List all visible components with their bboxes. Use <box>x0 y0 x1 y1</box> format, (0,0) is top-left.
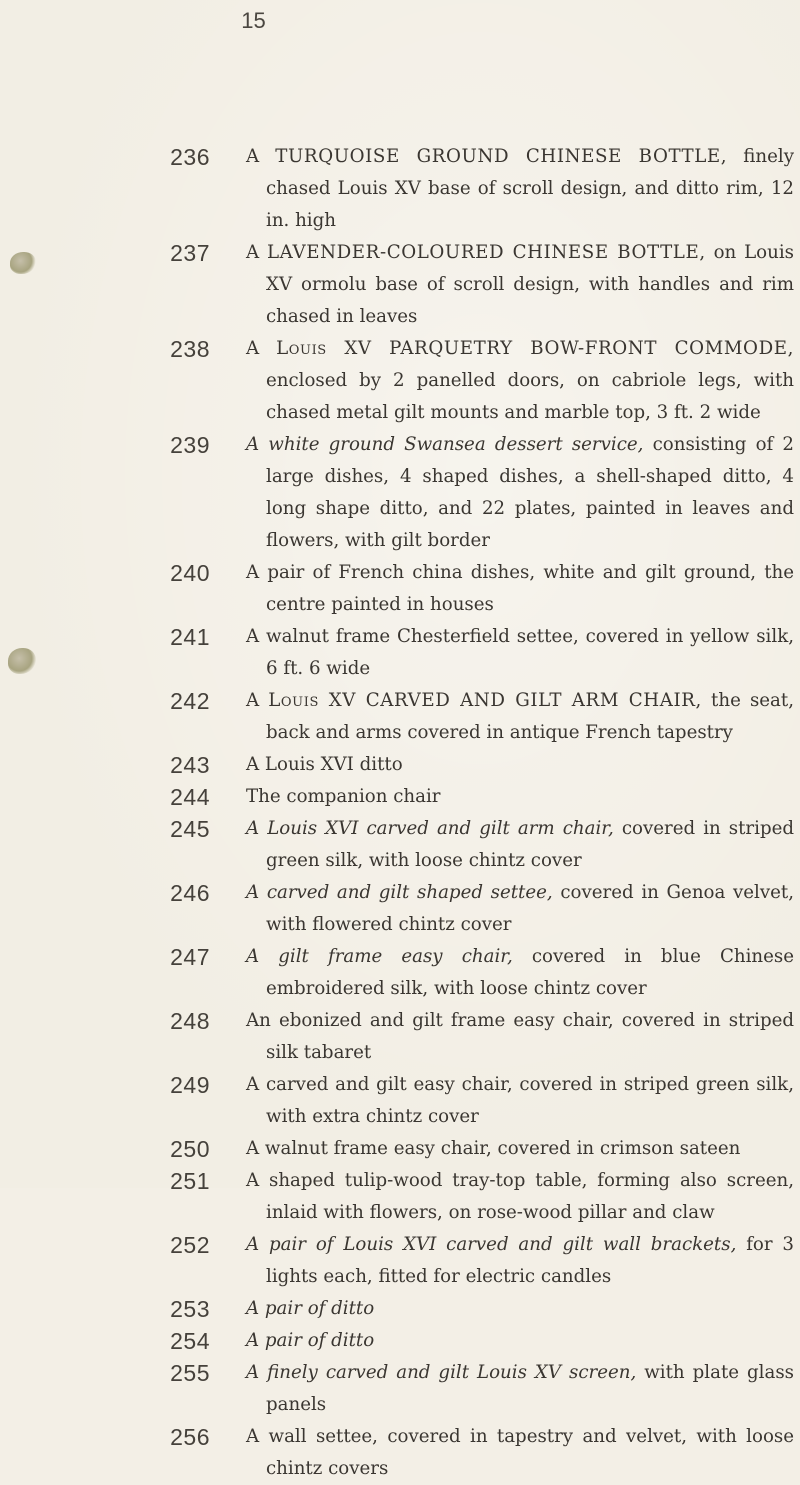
lot-entry <box>0 1229 800 1293</box>
lot-description-segment: A <box>246 690 269 711</box>
lot-description <box>246 1229 794 1293</box>
lot-number: 247 <box>170 944 210 970</box>
lot-description <box>246 1165 794 1229</box>
lot-number: 252 <box>170 1232 210 1258</box>
lot-entry <box>0 813 800 877</box>
lot-number: 238 <box>170 336 210 362</box>
lot-entry <box>0 1357 800 1421</box>
lot-description <box>246 557 794 621</box>
lot-number: 253 <box>170 1296 210 1322</box>
lot-description <box>246 1293 794 1325</box>
lot-description-segment: with plate glass panels <box>266 1362 794 1415</box>
lot-description-segment: A walnut frame Chesterfield settee, covered in yellow silk, 6 ft. 6 wide <box>246 626 794 679</box>
lot-number: 244 <box>170 784 210 810</box>
lot-number: 251 <box>170 1168 210 1194</box>
lot-description-segment: An ebonized and gilt frame easy chair, covered in striped silk tabaret <box>246 1010 794 1063</box>
lot-description-segment: enclosed by 2 panelled doors, on cabriole legs, with chased metal gilt mounts and marble top, 3 ft. 2 wide <box>266 370 794 423</box>
lot-description <box>246 429 794 557</box>
lot-number: 254 <box>170 1328 210 1354</box>
lot-description-segment: A carved and gilt easy chair, covered in striped green silk, with extra chintz cover <box>246 1074 794 1127</box>
lot-description <box>246 621 794 685</box>
lot-number: 245 <box>170 816 210 842</box>
lot-description <box>246 237 794 333</box>
lot-number: 246 <box>170 880 210 906</box>
lot-description-segment: A <box>246 338 277 359</box>
lot-description-segment: covered in striped green silk, with loose chintz cover <box>266 818 794 871</box>
lot-description-segment: The companion chair <box>246 786 441 807</box>
lot-description <box>246 813 794 877</box>
lot-description-segment: A carved and gilt shaped settee, <box>246 882 553 903</box>
lot-entry <box>0 1133 800 1165</box>
lot-entry <box>0 1293 800 1325</box>
lot-description-segment: Louis XV PARQUETRY BOW-FRONT COMMODE, <box>276 338 795 359</box>
lot-description-segment: A finely carved and gilt Louis XV screen, <box>246 1362 637 1383</box>
lot-description-segment: LAVENDER-COLOURED CHINESE BOTTLE, <box>266 242 706 263</box>
lot-entry <box>0 685 800 749</box>
lot-description <box>246 941 794 1005</box>
lot-description-segment: A <box>246 146 276 167</box>
lot-description-segment: A pair of Louis XVI carved and gilt wall brackets, <box>246 1234 737 1255</box>
page-number: 15 <box>241 8 266 33</box>
lot-number: 237 <box>170 240 210 266</box>
lot-description-segment: consisting of 2 large dishes, 4 shaped dishes, a shell-shaped ditto, 4 long shape ditto, and 22 plates, painted in leaves and flowers, with gilt border <box>266 434 795 551</box>
lot-number: 255 <box>170 1360 210 1386</box>
lot-description-segment: A <box>246 242 267 263</box>
lot-entry <box>0 429 800 557</box>
lot-description <box>246 1069 794 1133</box>
lot-description-segment: A pair of ditto <box>246 1330 375 1351</box>
lot-number: 239 <box>170 432 210 458</box>
lot-entry <box>0 621 800 685</box>
lot-number: 248 <box>170 1008 210 1034</box>
lot-description-segment: covered in Genoa velvet, with flowered chintz cover <box>266 882 794 935</box>
lot-entry <box>0 877 800 941</box>
lot-description <box>246 1325 794 1357</box>
lot-description-segment: A white ground Swansea dessert service, <box>246 434 644 455</box>
lot-description <box>246 1005 794 1069</box>
lot-description-segment: for 3 lights each, fitted for electric candles <box>266 1234 794 1287</box>
lot-description <box>246 1357 794 1421</box>
lot-number: 250 <box>170 1136 210 1162</box>
lot-number: 236 <box>170 144 210 170</box>
lot-description <box>246 141 794 237</box>
lot-number: 242 <box>170 688 210 714</box>
lot-number: 241 <box>170 624 210 650</box>
lot-entry <box>0 941 800 1005</box>
lot-list <box>0 141 800 1485</box>
lot-description-segment: A pair of French china dishes, white and gilt ground, the centre painted in houses <box>246 562 794 615</box>
lot-description-segment: A walnut frame easy chair, covered in crimson sateen <box>246 1138 741 1159</box>
lot-entry <box>0 557 800 621</box>
lot-number: 243 <box>170 752 210 778</box>
lot-description-segment: A Louis XVI carved and gilt arm chair, <box>246 818 614 839</box>
lot-description-segment: A wall settee, covered in tapestry and velvet, with loose chintz covers <box>246 1426 794 1479</box>
lot-description-segment: A pair of ditto <box>246 1298 375 1319</box>
lot-description-segment: on Louis XV ormolu base of scroll design, with handles and rim chased in leaves <box>266 242 794 327</box>
lot-description-segment: the seat, back and arms covered in antique French tapestry <box>266 690 794 743</box>
lot-number: 249 <box>170 1072 210 1098</box>
lot-description <box>246 781 794 813</box>
lot-number: 256 <box>170 1424 210 1450</box>
lot-entry <box>0 237 800 333</box>
lot-entry <box>0 1069 800 1133</box>
lot-description <box>246 685 794 749</box>
lot-entry <box>0 333 800 429</box>
lot-description <box>246 1421 794 1485</box>
lot-description <box>246 877 794 941</box>
lot-description-segment: finely chased Louis XV base of scroll design, and ditto rim, 12 in. high <box>266 146 794 231</box>
lot-number: 240 <box>170 560 210 586</box>
lot-entry <box>0 749 800 781</box>
lot-description <box>246 1133 794 1165</box>
lot-description-segment: TURQUOISE GROUND CHINESE BOTTLE, <box>275 146 728 167</box>
lot-description <box>246 333 794 429</box>
lot-description-segment: Louis XV CARVED AND GILT ARM CHAIR, <box>268 690 702 711</box>
lot-entry <box>0 1165 800 1229</box>
lot-entry <box>0 1325 800 1357</box>
lot-description-segment: A shaped tulip-wood tray-top table, forming also screen, inlaid with flowers, on rose-wood pillar and claw <box>246 1170 794 1223</box>
lot-description-segment: covered in blue Chinese embroidered silk, with loose chintz cover <box>266 946 795 999</box>
lot-description <box>246 749 794 781</box>
lot-entry <box>0 1005 800 1069</box>
lot-description-segment: A gilt frame easy chair, <box>246 946 513 967</box>
lot-description-segment: A Louis XVI ditto <box>246 754 403 775</box>
lot-entry <box>0 1421 800 1485</box>
lot-entry <box>0 141 800 237</box>
lot-entry <box>0 781 800 813</box>
